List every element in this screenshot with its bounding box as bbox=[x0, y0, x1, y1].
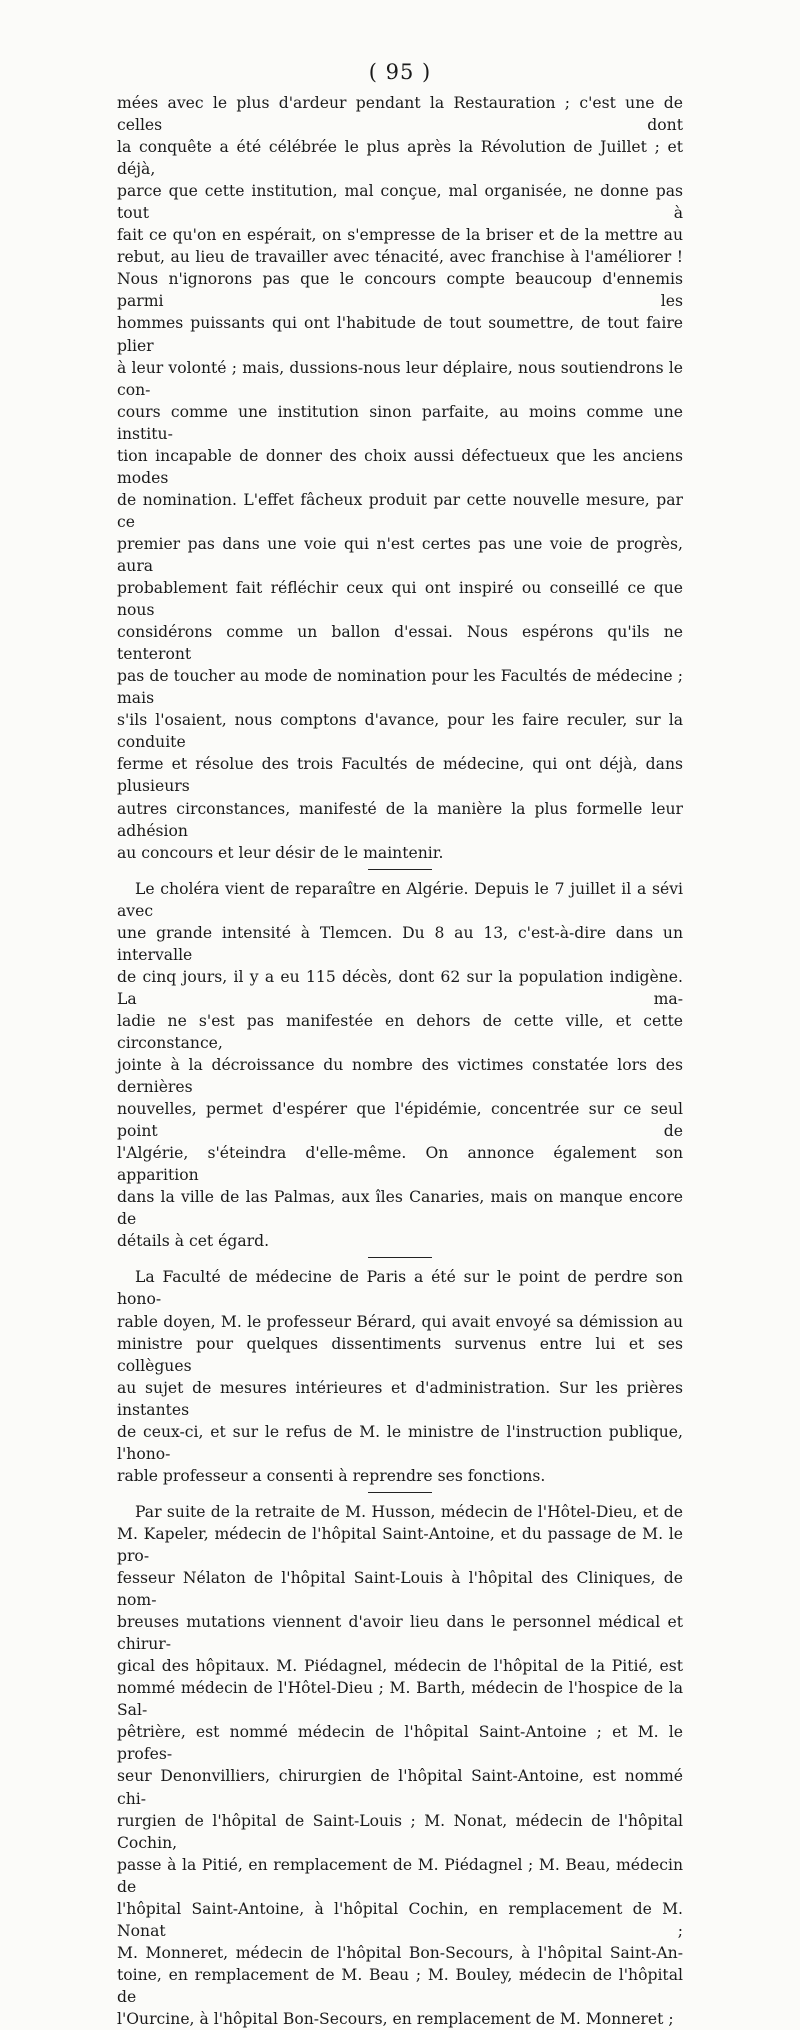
section-divider bbox=[368, 869, 432, 870]
text-line: fait ce qu'on en espérait, on s'empresse de la briser et de la mettre au bbox=[117, 226, 683, 245]
page-body bbox=[117, 92, 683, 2030]
text-line: jointe à la décroissance du nombre des victimes constatée lors des dernières bbox=[117, 1056, 683, 1097]
text-line: mées avec le plus d'ardeur pendant la Restauration ; c'est une de celles dont bbox=[117, 94, 683, 135]
text-line: Nous n'ignorons pas que le concours compte beaucoup d'ennemis parmi les bbox=[117, 270, 683, 311]
paragraph-cholera-algerie bbox=[117, 878, 683, 1253]
text-line: ministre pour quelques dissentiments survenus entre lui et ses collègues bbox=[117, 1334, 683, 1375]
text-line: probablement fait réfléchir ceux qui ont inspiré ou conseillé ce que nous bbox=[117, 579, 683, 620]
text-line: Le choléra vient de reparaître en Algérie. Depuis le 7 juillet il a sévi avec bbox=[117, 879, 683, 920]
text-line: au sujet de mesures intérieures et d'administration. Sur les prières instantes bbox=[117, 1378, 683, 1419]
text-line: nouvelles, permet d'espérer que l'épidémie, concentrée sur ce seul point de bbox=[117, 1100, 683, 1141]
text-line: hommes puissants qui ont l'habitude de tout soumettre, de tout faire plier bbox=[117, 314, 683, 355]
text-line: la conquête a été célébrée le plus après la Révolution de Juillet ; et déjà, bbox=[117, 138, 683, 179]
text-line: s'ils l'osaient, nous comptons d'avance, pour les faire reculer, sur la conduite bbox=[117, 711, 683, 752]
text-line: cours comme une institution sinon parfaite, au moins comme une institu- bbox=[117, 402, 683, 443]
section-divider bbox=[368, 1492, 432, 1493]
text-line: l'Ourcine, à l'hôpital Bon-Secours, en remplacement de M. Monneret ; bbox=[117, 2009, 674, 2028]
text-line: rable professeur a consenti à reprendre ses fonctions. bbox=[117, 1466, 546, 1485]
text-line: considérons comme un ballon d'essai. Nous espérons qu'ils ne tenteront bbox=[117, 623, 683, 664]
text-line: de cinq jours, il y a eu 115 décès, dont 62 sur la population indigène. La ma- bbox=[117, 967, 683, 1008]
text-line: ladie ne s'est pas manifestée en dehors de cette ville, et cette circonstance, bbox=[117, 1011, 683, 1052]
text-line: une grande intensité à Tlemcen. Du 8 au 13, c'est-à-dire dans un intervalle bbox=[117, 923, 683, 964]
text-line: seur Denonvilliers, chirurgien de l'hôpital Saint-Antoine, est nommé chi- bbox=[117, 1767, 683, 1808]
text-line: détails à cet égard. bbox=[117, 1232, 270, 1251]
text-line: nommé médecin de l'Hôtel-Dieu ; M. Barth, médecin de l'hospice de la Sal- bbox=[117, 1679, 683, 1720]
text-line: rurgien de l'hôpital de Saint-Louis ; M. Nonat, médecin de l'hôpital Cochin, bbox=[117, 1811, 683, 1852]
text-line: de nomination. L'effet fâcheux produit par cette nouvelle mesure, par ce bbox=[117, 490, 683, 531]
text-line: pas de toucher au mode de nomination pour les Facultés de médecine ; mais bbox=[117, 667, 683, 708]
text-line: dans la ville de las Palmas, aux îles Canaries, mais on manque encore de bbox=[117, 1188, 683, 1229]
text-line: de ceux-ci, et sur le refus de M. le ministre de l'instruction publique, l'hono- bbox=[117, 1422, 683, 1463]
text-line: Par suite de la retraite de M. Husson, médecin de l'Hôtel-Dieu, et de bbox=[135, 1502, 683, 1521]
text-line: La Faculté de médecine de Paris a été sur le point de perdre son hono- bbox=[117, 1268, 683, 1309]
text-line: autres circonstances, manifesté de la manière la plus formelle leur adhésion bbox=[117, 799, 683, 840]
text-line: gical des hôpitaux. M. Piédagnel, médecin de l'hôpital de la Pitié, est bbox=[117, 1657, 683, 1676]
text-line: toine, en remplacement de M. Beau ; M. Bouley, médecin de l'hôpital de bbox=[117, 1965, 683, 2006]
text-line: M. Kapeler, médecin de l'hôpital Saint-Antoine, et du passage de M. le pro- bbox=[117, 1524, 683, 1565]
text-line: ferme et résolue des trois Facultés de médecine, qui ont déjà, dans plusieurs bbox=[117, 755, 683, 796]
text-line: à leur volonté ; mais, dussions-nous leur déplaire, nous soutiendrons le con- bbox=[117, 358, 683, 399]
page-number: ( 95 ) bbox=[368, 60, 432, 84]
paragraph-faculte-paris bbox=[117, 1266, 683, 1486]
text-line: passe à la Pitié, en remplacement de M. Piédagnel ; M. Beau, médecin de bbox=[117, 1855, 683, 1896]
text-line: l'Algérie, s'éteindra d'elle-même. On annonce également son apparition bbox=[117, 1144, 683, 1185]
text-line: M. Monneret, médecin de l'hôpital Bon-Secours, à l'hôpital Saint-An- bbox=[117, 1943, 683, 1962]
text-line: rebut, au lieu de travailler avec ténacité, avec franchise à l'améliorer ! bbox=[117, 248, 683, 267]
section-divider bbox=[368, 1257, 432, 1258]
text-line: l'hôpital Saint-Antoine, à l'hôpital Cochin, en remplacement de M. Nonat ; bbox=[117, 1899, 683, 1940]
text-line: tion incapable de donner des choix aussi défectueux que les anciens modes bbox=[117, 446, 683, 487]
text-line: au concours et leur désir de le maintenir. bbox=[117, 843, 444, 862]
text-line: rable doyen, M. le professeur Bérard, qui avait envoyé sa démission au bbox=[117, 1312, 683, 1331]
paragraph-restauration bbox=[117, 92, 683, 864]
text-line: pêtrière, est nommé médecin de l'hôpital Saint-Antoine ; et M. le profes- bbox=[117, 1723, 683, 1764]
text-line: parce que cette institution, mal conçue, mal organisée, ne donne pas tout à bbox=[117, 182, 683, 223]
text-line: fesseur Nélaton de l'hôpital Saint-Louis à l'hôpital des Cliniques, de nom- bbox=[117, 1569, 683, 1610]
paragraph-mutations-hopitaux bbox=[117, 1501, 683, 2030]
text-line: premier pas dans une voie qui n'est certes pas une voie de progrès, aura bbox=[117, 534, 683, 575]
text-line: breuses mutations viennent d'avoir lieu dans le personnel médical et chirur- bbox=[117, 1613, 683, 1654]
